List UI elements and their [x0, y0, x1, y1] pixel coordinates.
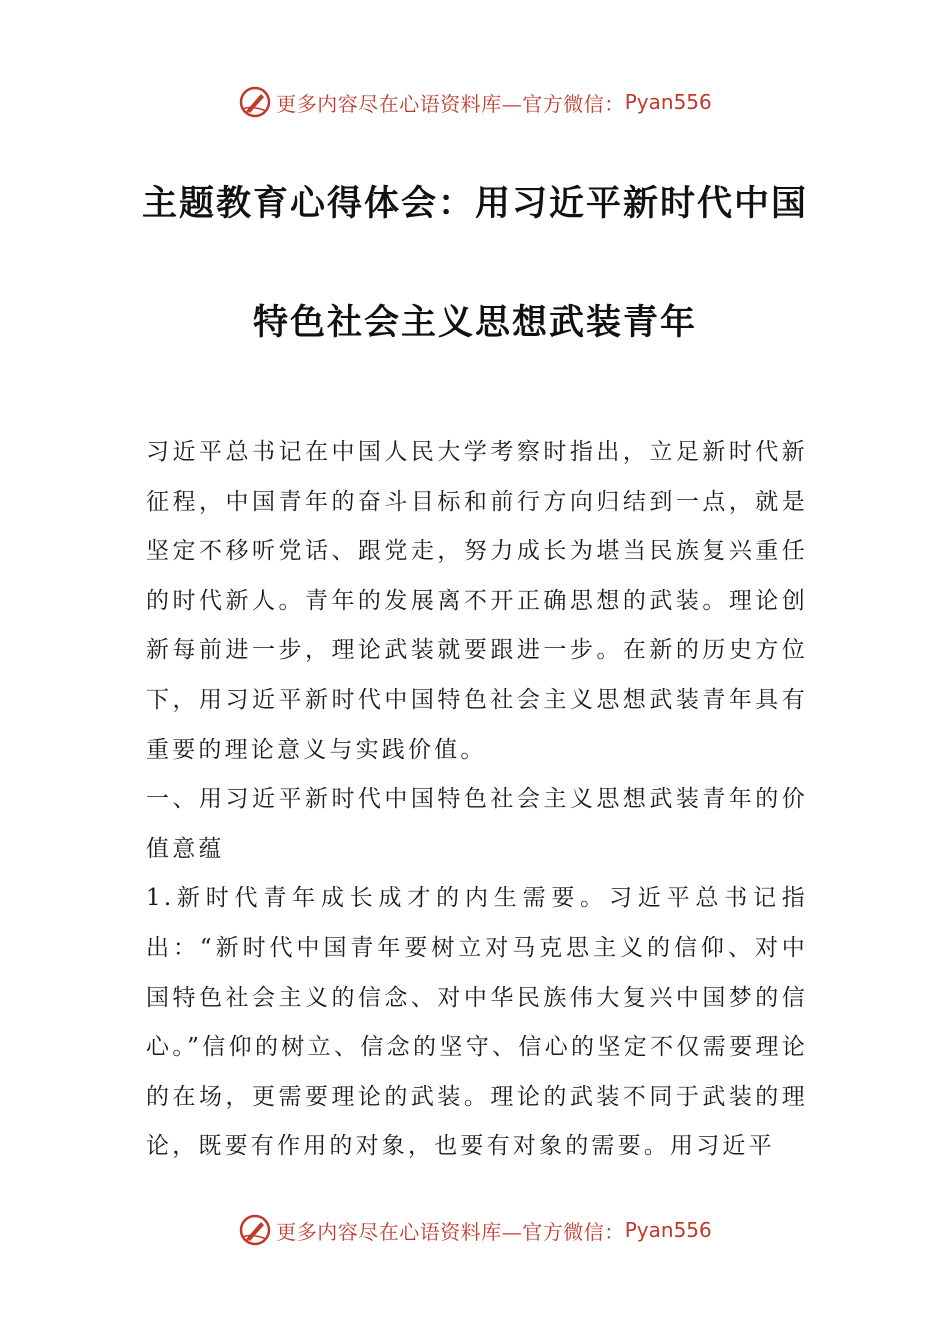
- watermark-footer: [0, 1210, 950, 1250]
- watermark-id: Pyan556: [624, 1218, 712, 1242]
- document-title-line-2: 特色社会主义思想武装青年: [252, 303, 697, 343]
- pen-logo-icon: [238, 85, 272, 119]
- paragraph-point-1: 1.新时代青年成长成才的内生需要。习近平总书记指出：“新时代中国青年要树立对马克思主义的信仰、对中国特色社会主义的信念、对中华民族伟大复兴中国梦的信心。”信仰的树立、信念的坚守、信心的坚定不仅需要理论的在场，更需要理论的武装。理论的武装不同于武装的理论，既要有作用的对象，也要有对象的需要。用习近平: [146, 885, 808, 1160]
- section-heading: 一、用习近平新时代中国特色社会主义思想武装青年的价值意蕴: [146, 786, 808, 862]
- pen-logo-icon: [238, 1213, 272, 1247]
- paragraph-intro: 习近平总书记在中国人民大学考察时指出，立足新时代新征程，中国青年的奋斗目标和前行方向归结到一点，就是坚定不移听党话、跟党走，努力成长为堪当民族复兴重任的时代新人。青年的发展离不开正确思想的武装。理论创新每前进一步，理论武装就要跟进一步。在新的历史方位下，用习近平新时代中国特色社会主义思想武装青年具有重要的理论意义与实践价值。: [146, 439, 808, 763]
- watermark-text: 更多内容尽在心语资料库—官方微信：: [276, 1219, 625, 1244]
- watermark-header: [0, 82, 950, 122]
- document-title-line-1: 主题教育心得体会：用习近平新时代中国: [141, 184, 808, 224]
- watermark-id: Pyan556: [624, 90, 712, 114]
- document-body: [146, 428, 808, 1172]
- watermark-text: 更多内容尽在心语资料库—官方微信：: [276, 91, 625, 116]
